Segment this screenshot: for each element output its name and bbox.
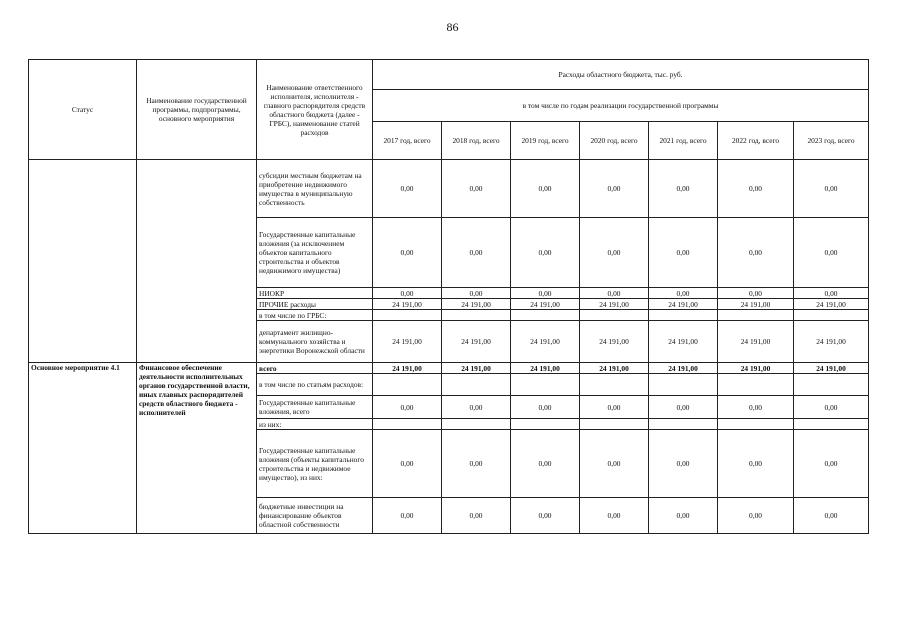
value-cell: 0,00 (580, 396, 649, 419)
value-cell: 0,00 (373, 160, 442, 218)
value-cell (373, 374, 442, 396)
value-cell: 24 191,00 (649, 363, 718, 374)
value-cell (511, 310, 580, 321)
value-cell: 0,00 (373, 430, 442, 498)
value-cell (373, 310, 442, 321)
value-cell (649, 310, 718, 321)
value-cell: 24 191,00 (511, 363, 580, 374)
value-cell: 24 191,00 (373, 321, 442, 363)
header-year: 2018 год, всего (442, 122, 511, 160)
value-cell: 0,00 (794, 430, 869, 498)
value-cell: 0,00 (718, 288, 794, 299)
value-cell (794, 374, 869, 396)
expense-item-label: Государственные капитальные вложения (за исключением объектов капитального строительства и объектов недвижимого имущества) (257, 218, 373, 288)
value-cell: 24 191,00 (442, 321, 511, 363)
expense-item-label: ПРОЧИЕ расходы (257, 299, 373, 310)
value-cell: 0,00 (511, 218, 580, 288)
header-year: 2020 год, всего (580, 122, 649, 160)
header-by-years: в том числе по годам реализации государственной программы (373, 90, 869, 122)
value-cell: 24 191,00 (442, 299, 511, 310)
value-cell: 0,00 (718, 218, 794, 288)
value-cell (442, 374, 511, 396)
value-cell: 0,00 (442, 430, 511, 498)
table-row (29, 160, 869, 218)
value-cell: 24 191,00 (718, 299, 794, 310)
value-cell: 0,00 (794, 396, 869, 419)
value-cell: 0,00 (580, 288, 649, 299)
expense-item-label: Государственные капитальные вложения, всего (257, 396, 373, 419)
budget-table (28, 59, 869, 534)
value-cell: 0,00 (794, 218, 869, 288)
value-cell: 0,00 (718, 498, 794, 534)
value-cell: 0,00 (442, 498, 511, 534)
expense-item-label: департамент жилищно-коммунального хозяйства и энергетики Воронежской области (257, 321, 373, 363)
header-year: 2019 год, всего (511, 122, 580, 160)
value-cell: 0,00 (649, 498, 718, 534)
value-cell: 24 191,00 (794, 363, 869, 374)
value-cell (511, 419, 580, 430)
header-program-name: Наименование государственной программы, подпрограммы, основного мероприятия (137, 60, 257, 160)
value-cell: 24 191,00 (511, 299, 580, 310)
value-cell: 24 191,00 (580, 299, 649, 310)
value-cell (718, 374, 794, 396)
value-cell (649, 374, 718, 396)
expense-item-label: всего (257, 363, 373, 374)
value-cell: 0,00 (442, 218, 511, 288)
value-cell: 24 191,00 (794, 321, 869, 363)
value-cell: 0,00 (580, 498, 649, 534)
value-cell: 0,00 (649, 430, 718, 498)
value-cell: 24 191,00 (649, 299, 718, 310)
value-cell: 0,00 (511, 396, 580, 419)
header-status: Статус (29, 60, 137, 160)
table-row (29, 363, 869, 374)
expense-item-label: субсидии местным бюджетам на приобретение недвижимого имущества в муниципальную собственность (257, 160, 373, 218)
value-cell (580, 310, 649, 321)
value-cell: 24 191,00 (649, 321, 718, 363)
program-cell-empty (137, 160, 257, 363)
value-cell (649, 419, 718, 430)
value-cell: 0,00 (442, 396, 511, 419)
value-cell: 0,00 (373, 498, 442, 534)
value-cell (442, 310, 511, 321)
value-cell: 0,00 (649, 288, 718, 299)
header-executor: Наименование ответственного исполнителя, исполнителя - главного распорядителя средств областного бюджета (далее - ГРБС), наименование статей расходов (257, 60, 373, 160)
value-cell: 24 191,00 (794, 299, 869, 310)
value-cell: 0,00 (580, 160, 649, 218)
value-cell (718, 419, 794, 430)
expense-item-label: в том числе по ГРБС: (257, 310, 373, 321)
value-cell: 0,00 (511, 288, 580, 299)
value-cell (794, 419, 869, 430)
value-cell: 0,00 (649, 396, 718, 419)
expense-item-label: из них: (257, 419, 373, 430)
expense-item-label: Государственные капитальные вложения (объекты капитального строительства и недвижимое имущество), из них: (257, 430, 373, 498)
header-year: 2023 год, всего (794, 122, 869, 160)
value-cell: 0,00 (580, 430, 649, 498)
value-cell: 0,00 (718, 430, 794, 498)
value-cell: 0,00 (442, 288, 511, 299)
expense-item-label: НИОКР (257, 288, 373, 299)
value-cell: 0,00 (649, 160, 718, 218)
header-year: 2017 год, всего (373, 122, 442, 160)
status-cell-empty (29, 160, 137, 363)
value-cell: 24 191,00 (718, 321, 794, 363)
value-cell: 0,00 (580, 218, 649, 288)
value-cell (718, 310, 794, 321)
header-year: 2021 год, всего (649, 122, 718, 160)
value-cell: 0,00 (649, 218, 718, 288)
value-cell: 0,00 (794, 498, 869, 534)
expense-item-label: в том числе по статьям расходов: (257, 374, 373, 396)
page-number: 86 (446, 20, 459, 34)
value-cell: 0,00 (373, 288, 442, 299)
value-cell: 24 191,00 (580, 321, 649, 363)
value-cell: 0,00 (511, 430, 580, 498)
value-cell (511, 374, 580, 396)
value-cell: 0,00 (442, 160, 511, 218)
value-cell: 0,00 (794, 288, 869, 299)
value-cell (794, 310, 869, 321)
value-cell: 0,00 (794, 160, 869, 218)
value-cell: 0,00 (511, 498, 580, 534)
value-cell (373, 419, 442, 430)
value-cell: 24 191,00 (442, 363, 511, 374)
section-status: Основное мероприятие 4.1 (29, 363, 137, 534)
value-cell (442, 419, 511, 430)
value-cell: 24 191,00 (580, 363, 649, 374)
header-year: 2022 год, всего (718, 122, 794, 160)
value-cell: 0,00 (718, 396, 794, 419)
value-cell: 0,00 (718, 160, 794, 218)
value-cell: 24 191,00 (718, 363, 794, 374)
header-expenses: Расходы областного бюджета, тыс. руб. (373, 60, 869, 90)
value-cell: 24 191,00 (373, 299, 442, 310)
section-name: Финансовое обеспечение деятельности исполнительных органов государственной власти, иных главных распорядителей средств областного бюджета - исполнителей (137, 363, 257, 534)
value-cell: 24 191,00 (511, 321, 580, 363)
value-cell: 0,00 (511, 160, 580, 218)
value-cell: 0,00 (373, 396, 442, 419)
value-cell (580, 419, 649, 430)
value-cell: 0,00 (373, 218, 442, 288)
value-cell (580, 374, 649, 396)
value-cell: 24 191,00 (373, 363, 442, 374)
expense-item-label: бюджетные инвестиции на финансирование объектов областной собственности (257, 498, 373, 534)
